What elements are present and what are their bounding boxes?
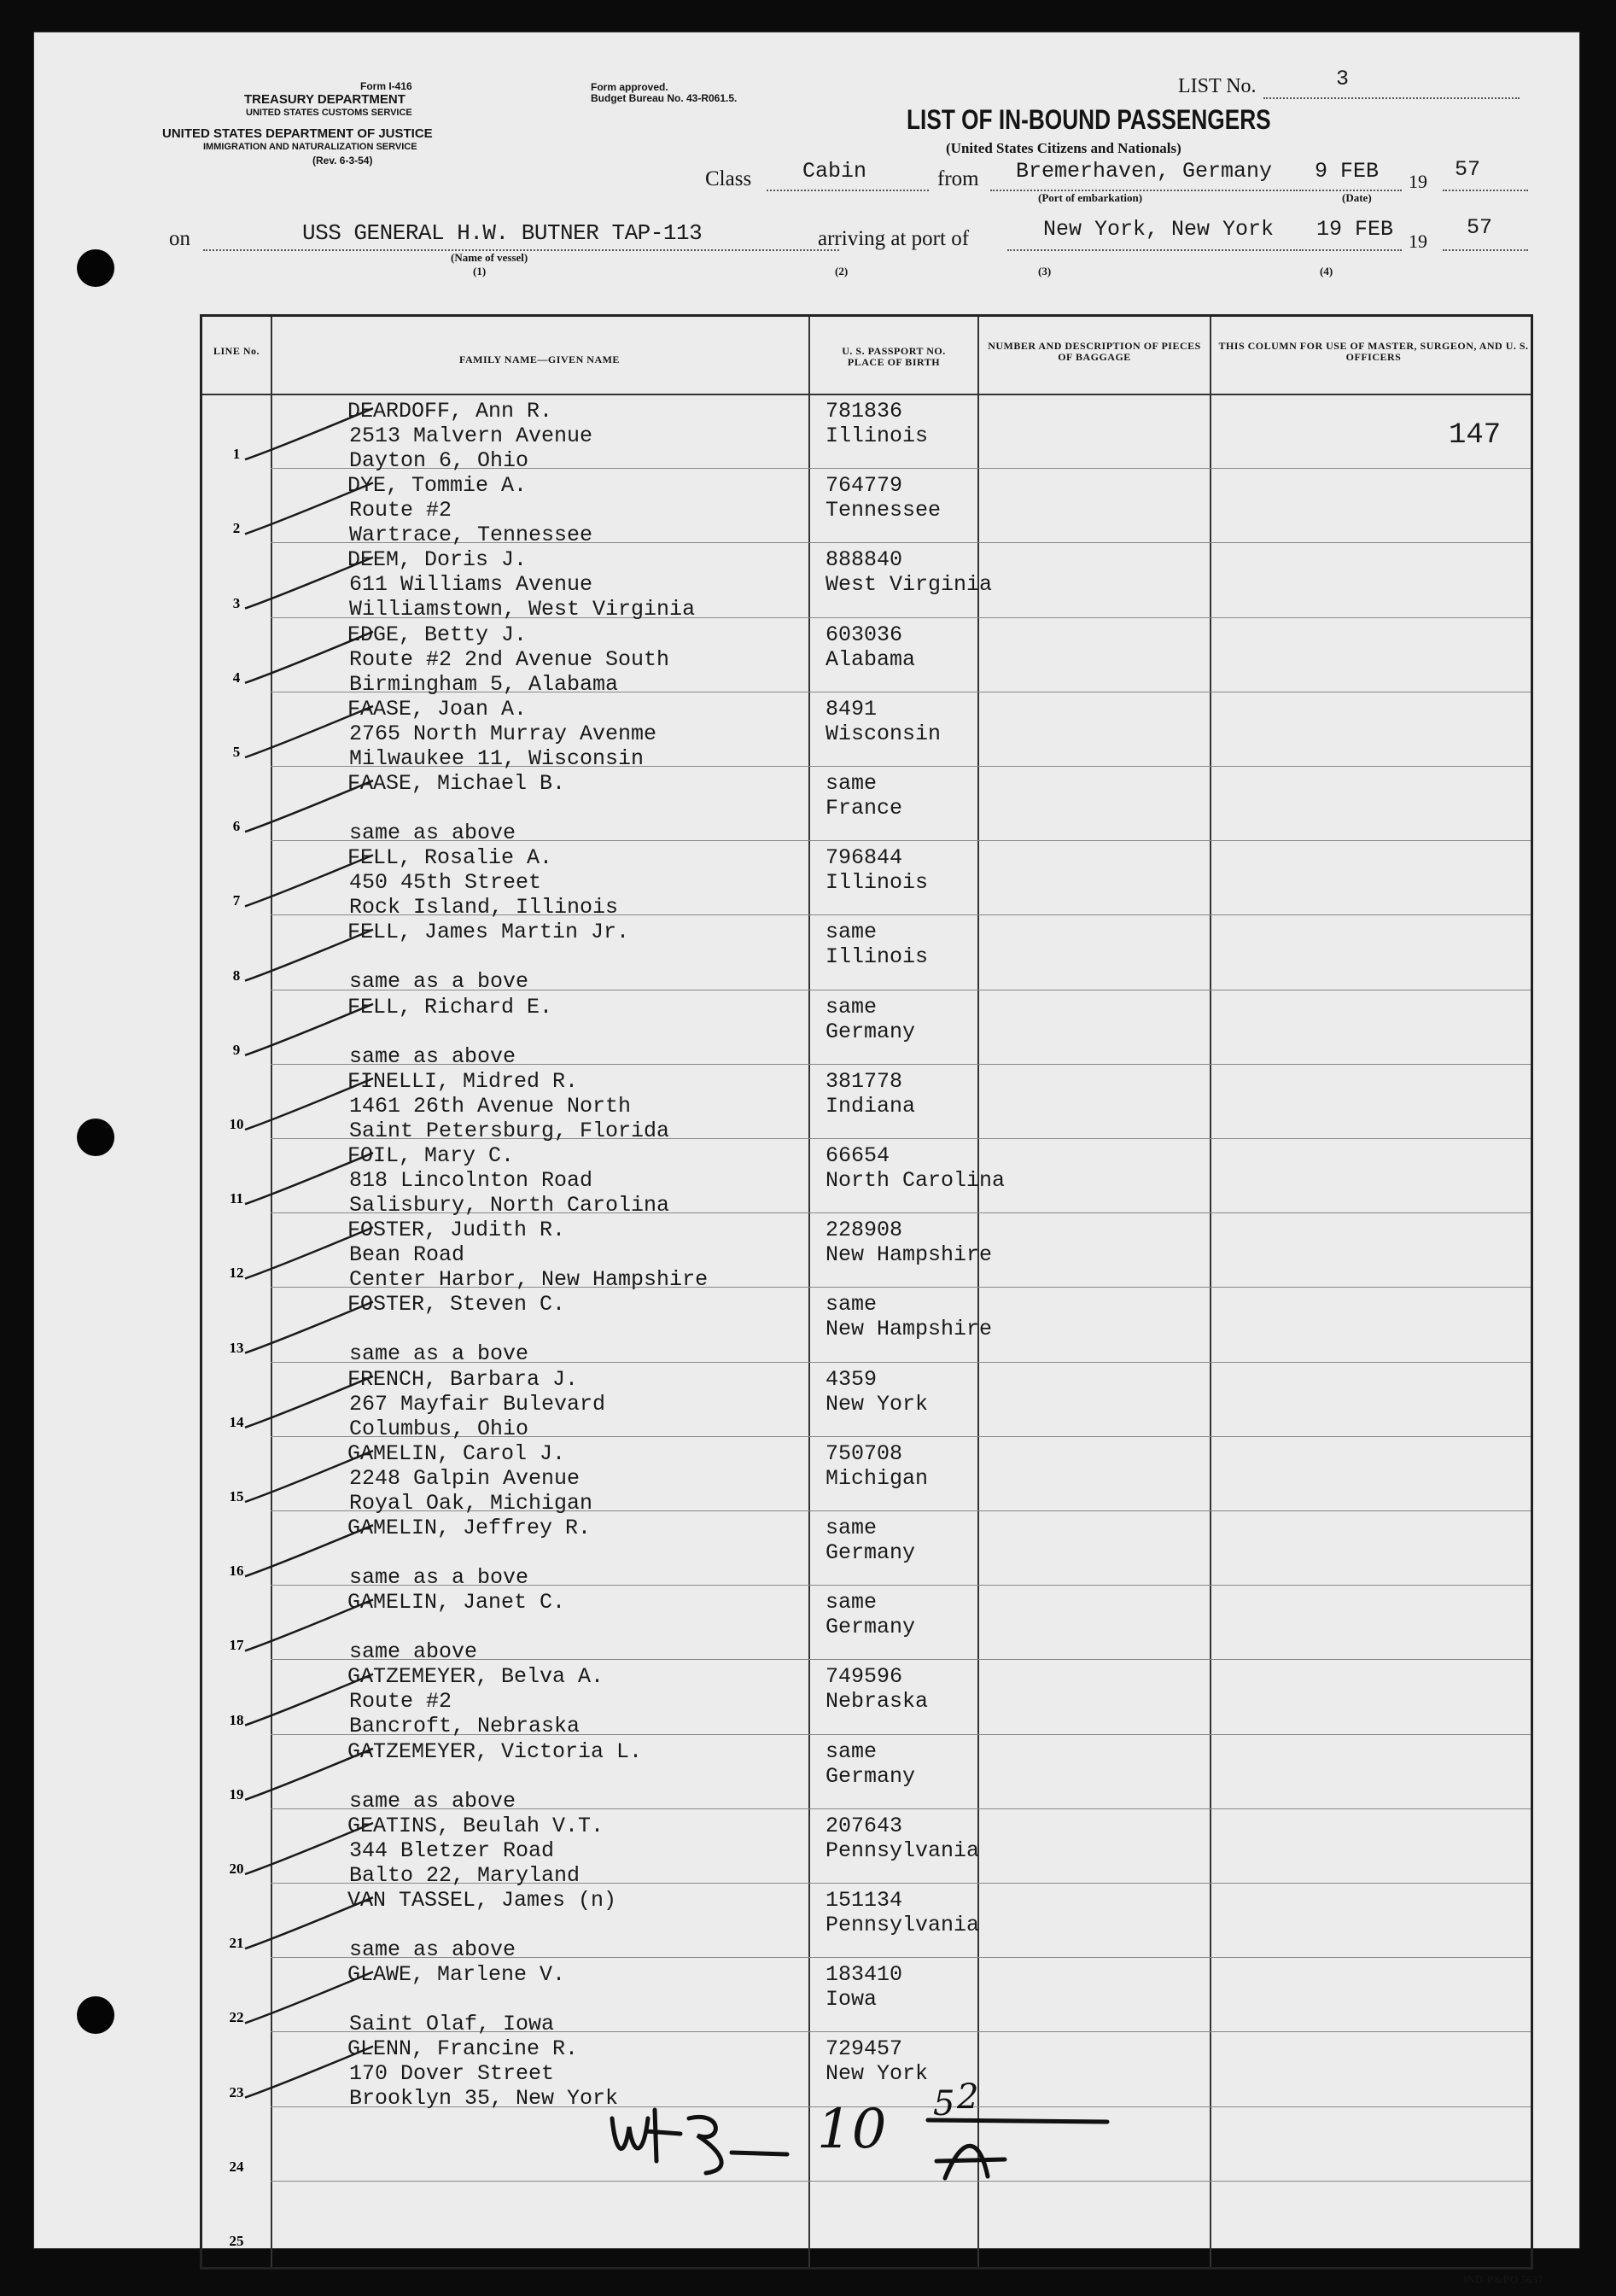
line-number: 2	[232, 520, 241, 537]
passenger-address: Birmingham 5, Alabama	[349, 671, 619, 697]
passenger-name: FINELLI, Midred R.	[347, 1068, 579, 1094]
signature-scribble	[604, 2084, 791, 2178]
passenger-address: Dayton 6, Ohio	[349, 448, 529, 473]
footer-code: 3ND-P&PO 5637	[1461, 2273, 1543, 2286]
place-of-birth: Iowa	[826, 1987, 878, 2013]
passenger-address: Route #2	[349, 498, 452, 523]
passport-number: 750708	[826, 1440, 903, 1466]
place-of-birth: Pennsylvania	[826, 1837, 980, 1863]
line-number: 4	[232, 669, 241, 686]
passenger-name: FOIL, Mary C.	[347, 1143, 515, 1168]
depart-date: 9 FEB	[1315, 159, 1380, 184]
check-stroke	[245, 1227, 373, 1278]
place-of-birth: New Hampshire	[826, 1242, 993, 1268]
passenger-name: GATZEMEYER, Belva A.	[347, 1664, 604, 1690]
budget-bureau: Budget Bureau No. 43-R061.5.	[591, 92, 738, 104]
line-number: 17	[229, 1637, 244, 1654]
line-number: 16	[229, 1563, 244, 1580]
place-of-birth: Illinois	[826, 424, 929, 448]
check-stroke	[245, 1004, 373, 1055]
passport-number: 796844	[826, 845, 903, 871]
passenger-name: GAMELIN, Jeffrey R.	[347, 1516, 592, 1540]
place-of-birth: West Virginia	[826, 572, 993, 598]
place-of-birth: Michigan	[826, 1465, 929, 1491]
signature-frac-top: 5	[933, 2084, 955, 2124]
passport-number: 183410	[826, 1962, 903, 1988]
line-number: 10	[229, 1116, 244, 1132]
check-stroke	[245, 1376, 373, 1428]
form-approved: Form approved.	[591, 81, 668, 93]
passenger-name: DEARDOFF, Ann R.	[347, 399, 553, 424]
passenger-address: 2513 Malvern Avenue	[349, 424, 593, 448]
check-stroke	[245, 706, 373, 757]
class-value: Cabin	[802, 159, 867, 184]
line-number: 22	[229, 2009, 244, 2026]
line-number: 13	[229, 1339, 244, 1356]
passenger-name: GLENN, Francine R.	[347, 2036, 579, 2062]
passenger-table	[200, 314, 1533, 2270]
depart-year: 57	[1455, 157, 1481, 182]
line-number: 12	[229, 1265, 244, 1282]
signature-stroke	[911, 2110, 1116, 2187]
line-number: 11	[229, 1190, 244, 1207]
line-number: 1	[232, 446, 241, 463]
document-sheet	[34, 32, 1579, 2286]
line-number: 23	[229, 2083, 244, 2100]
passenger-address: same as a bove	[349, 1341, 529, 1367]
col-line-no: LINE No.	[213, 345, 260, 357]
passport-number: 151134	[826, 1888, 903, 1913]
check-stroke	[245, 1302, 373, 1353]
place-of-birth: North Carolina	[826, 1168, 1006, 1193]
passenger-address: Columbus, Ohio	[349, 1416, 529, 1441]
ref-3: (3)	[1038, 265, 1052, 278]
check-stroke	[245, 1153, 373, 1204]
passenger-address: Bancroft, Nebraska	[349, 1714, 580, 1739]
passenger-address: same as a bove	[349, 1565, 529, 1590]
place-of-birth: Alabama	[826, 646, 916, 672]
passenger-name: FRENCH, Barbara J.	[347, 1366, 579, 1392]
passport-number: 749596	[826, 1664, 903, 1690]
passenger-address: Route #2 2nd Avenue South	[349, 646, 670, 672]
passport-number: 603036	[826, 622, 903, 647]
passport-number: same	[826, 1516, 878, 1540]
vessel-name: USS GENERAL H.W. BUTNER TAP-113	[302, 220, 703, 246]
check-stroke	[245, 1599, 373, 1650]
passport-number: same	[826, 1292, 878, 1317]
passenger-name: FOSTER, Judith R.	[347, 1218, 566, 1243]
line-number: 5	[232, 744, 241, 760]
passenger-address: 1461 26th Avenue North	[349, 1093, 632, 1119]
passenger-address: same as above	[349, 1937, 516, 1962]
check-stroke	[245, 558, 373, 609]
passenger-name: FAASE, Joan A.	[347, 696, 528, 722]
passenger-name: FELL, James Martin Jr.	[347, 920, 630, 945]
place-of-birth: Illinois	[826, 870, 929, 896]
arrival-port: New York, New York	[1043, 217, 1275, 242]
place-of-birth: Germany	[826, 1763, 916, 1789]
passenger-address: Wartrace, Tennessee	[349, 523, 593, 548]
passenger-address: 2248 Galpin Avenue	[349, 1465, 580, 1491]
check-stroke	[245, 2047, 373, 2098]
passport-number: 66654	[826, 1143, 890, 1168]
passport-number: same	[826, 1590, 878, 1615]
line-number: 19	[229, 1785, 244, 1802]
check-stroke	[245, 1823, 373, 1874]
date-caption: (Date)	[1342, 191, 1372, 204]
line-number: 18	[229, 1711, 244, 1728]
passenger-address: 267 Mayfair Bulevard	[349, 1391, 606, 1417]
check-stroke	[245, 632, 373, 683]
passport-number: 8491	[826, 696, 878, 722]
revision: (Rev. 6-3-54)	[312, 155, 373, 167]
ref-4: (4)	[1320, 265, 1333, 278]
from-caption: (Port of embarkation)	[1038, 191, 1143, 204]
check-stroke	[245, 1451, 373, 1502]
passenger-address: Brooklyn 35, New York	[349, 2086, 619, 2112]
passport-number: 729457	[826, 2036, 903, 2062]
line-number: 9	[232, 1041, 241, 1058]
passport-number: 207643	[826, 1813, 903, 1838]
line-number: 24	[229, 2158, 244, 2175]
document-title: LIST OF IN-BOUND PASSENGERS	[907, 104, 1271, 135]
passport-number: 781836	[826, 399, 903, 424]
passenger-address: Balto 22, Maryland	[349, 1862, 580, 1888]
passenger-address: Saint Petersburg, Florida	[349, 1118, 670, 1143]
col-baggage: NUMBER AND DESCRIPTION OF PIECES OF BAGGAGE	[988, 340, 1201, 363]
passport-number: same	[826, 771, 878, 796]
class-label: Class	[705, 167, 752, 190]
passenger-name: FELL, Richard E.	[347, 994, 553, 1019]
col-name: FAMILY NAME—GIVEN NAME	[459, 353, 620, 365]
col-officers: THIS COLUMN FOR USE OF MASTER, SURGEON, AND U. S. OFFICERS	[1218, 340, 1529, 363]
check-stroke	[245, 780, 373, 832]
line-number: 3	[232, 594, 241, 611]
passenger-address: Milwaukee 11, Wisconsin	[349, 745, 645, 771]
binder-hole-bottom	[77, 1996, 114, 2034]
immigration-service: IMMIGRATION AND NATURALIZATION SERVICE	[203, 142, 417, 152]
check-stroke	[245, 855, 373, 906]
passenger-address: same as above	[349, 1043, 516, 1069]
place-of-birth: Pennsylvania	[826, 1913, 980, 1937]
passport-number: same	[826, 1738, 878, 1764]
passenger-address: Rock Island, Illinois	[349, 895, 619, 920]
place-of-birth: New York	[826, 1391, 929, 1417]
check-stroke	[245, 1525, 373, 1576]
passenger-address: 170 Dover Street	[349, 2061, 555, 2087]
check-stroke	[245, 1078, 373, 1130]
passenger-address: Williamstown, West Virginia	[349, 597, 696, 622]
binder-hole-top	[77, 249, 114, 287]
passenger-address: 818 Lincolnton Road	[349, 1168, 593, 1193]
passenger-address: Saint Olaf, Iowa	[349, 2012, 555, 2037]
place-of-birth: Illinois	[826, 944, 929, 970]
passenger-address: same as a bove	[349, 969, 529, 995]
arrival-date: 19 FEB	[1316, 217, 1394, 242]
from-label: from	[937, 167, 979, 190]
passenger-address: 611 Williams Avenue	[349, 572, 593, 598]
line-number: 21	[229, 1935, 244, 1952]
line-number: 14	[229, 1413, 244, 1430]
passenger-name: GAMELIN, Janet C.	[347, 1590, 566, 1615]
passenger-name: FAASE, Michael B.	[347, 771, 566, 796]
passenger-name: DEEM, Doris J.	[347, 547, 528, 573]
passport-number: 4359	[826, 1366, 878, 1392]
passenger-name: EDGE, Betty J.	[347, 622, 528, 647]
ref-1: (1)	[473, 265, 487, 278]
arriving-label: arriving at port of	[818, 227, 970, 250]
place-of-birth: Wisconsin	[826, 721, 942, 746]
vessel-caption: (Name of vessel)	[451, 251, 528, 264]
passport-number: 381778	[826, 1068, 903, 1094]
passenger-name: GEATINS, Beulah V.T.	[347, 1813, 604, 1838]
signature-frac-bottom: 2	[957, 2077, 979, 2117]
passenger-name: FOSTER, Steven C.	[347, 1292, 566, 1317]
on-label: on	[169, 227, 190, 250]
form-number: Form I-416	[360, 80, 412, 92]
check-stroke	[245, 930, 373, 981]
place-of-birth: Germany	[826, 1019, 916, 1044]
passenger-address: Royal Oak, Michigan	[349, 1490, 593, 1516]
check-stroke	[245, 482, 373, 534]
from-value: Bremerhaven, Germany	[1016, 159, 1273, 184]
officer-note: 147	[1449, 419, 1502, 452]
passenger-address: Salisbury, North Carolina	[349, 1193, 670, 1218]
passenger-address: same above	[349, 1639, 478, 1665]
passenger-name: VAN TASSEL, James (n)	[347, 1888, 617, 1913]
signature-mark: 10	[817, 2098, 887, 2161]
treasury-dept: TREASURY DEPARTMENT	[244, 92, 405, 107]
customs-service: UNITED STATES CUSTOMS SERVICE	[246, 108, 412, 118]
passenger-address: 2765 North Murray Avenme	[349, 721, 657, 746]
line-number: 7	[232, 892, 241, 909]
check-stroke	[245, 1897, 373, 1948]
passenger-name: GAMELIN, Carol J.	[347, 1440, 566, 1466]
place-of-birth: New Hampshire	[826, 1317, 993, 1342]
passport-number: 888840	[826, 547, 903, 573]
passenger-address: 344 Bletzer Road	[349, 1837, 555, 1863]
line-number: 25	[229, 2233, 244, 2249]
year-prefix-2: 19	[1409, 231, 1427, 252]
place-of-birth: Nebraska	[826, 1689, 929, 1715]
place-of-birth: Germany	[826, 1615, 916, 1640]
line-number: 6	[232, 818, 241, 835]
passenger-name: GLAWE, Marlene V.	[347, 1962, 566, 1988]
place-of-birth: Tennessee	[826, 498, 942, 523]
passenger-address: 450 45th Street	[349, 870, 542, 896]
passenger-name: DYE, Tommie A.	[347, 473, 528, 499]
passport-number: 228908	[826, 1218, 903, 1243]
arrival-year: 57	[1467, 215, 1493, 240]
place-of-birth: New York	[826, 2061, 929, 2087]
list-no-label: LIST No.	[1178, 75, 1257, 97]
ref-2: (2)	[835, 265, 849, 278]
col-passport: U. S. PASSPORT NO. PLACE OF BIRTH	[842, 345, 946, 368]
passenger-name: FELL, Rosalie A.	[347, 845, 553, 871]
justice-dept: UNITED STATES DEPARTMENT OF JUSTICE	[162, 126, 433, 141]
passenger-address: Route #2	[349, 1689, 452, 1715]
check-stroke	[245, 408, 373, 459]
passport-number: 764779	[826, 473, 903, 499]
check-marks	[202, 317, 1536, 2272]
handwritten-initials	[604, 2084, 791, 2192]
year-prefix-1: 19	[1409, 171, 1427, 192]
passenger-name: GATZEMEYER, Victoria L.	[347, 1738, 643, 1764]
passenger-address: same as above	[349, 821, 516, 845]
list-no-value: 3	[1336, 67, 1350, 91]
line-number: 15	[229, 1488, 244, 1504]
passenger-address: Center Harbor, New Hampshire	[349, 1267, 709, 1293]
check-stroke	[245, 1749, 373, 1800]
check-stroke	[245, 1972, 373, 2023]
line-number: 20	[229, 1861, 244, 1877]
place-of-birth: Germany	[826, 1540, 916, 1565]
binder-hole-middle	[77, 1119, 114, 1156]
document-subtitle: (United States Citizens and Nationals)	[946, 140, 1181, 156]
line-number: 8	[232, 967, 241, 984]
passenger-address: Bean Road	[349, 1242, 465, 1268]
place-of-birth: France	[826, 796, 903, 821]
passport-number: same	[826, 920, 878, 945]
passport-number: same	[826, 994, 878, 1019]
place-of-birth: Indiana	[826, 1093, 916, 1119]
passenger-address: same as above	[349, 1788, 516, 1814]
check-stroke	[245, 1674, 373, 1726]
